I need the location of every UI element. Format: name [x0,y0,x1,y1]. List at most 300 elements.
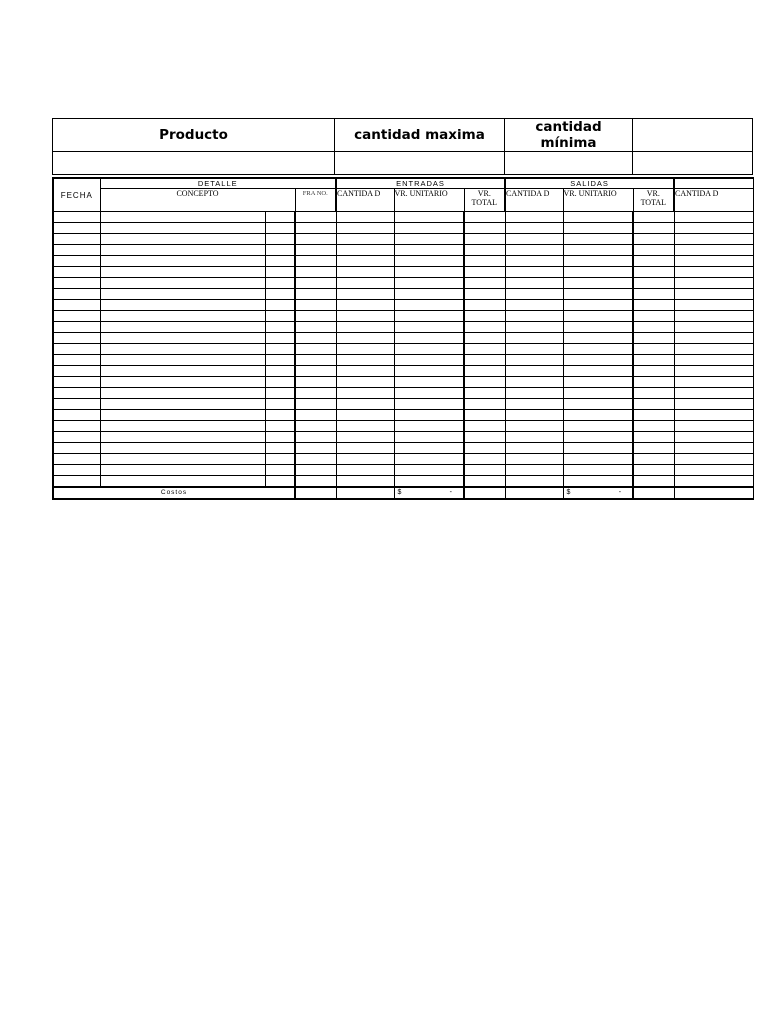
table-cell[interactable] [336,300,394,311]
cantidad-maxima-value-cell[interactable] [335,152,505,175]
table-cell[interactable] [633,465,674,476]
table-cell[interactable] [674,377,753,388]
table-cell[interactable] [505,476,563,488]
salidas-header: SALIDAS [505,178,674,189]
table-cell[interactable] [100,399,265,410]
table-cell[interactable] [265,432,295,443]
table-cell[interactable] [464,322,505,333]
table-cell[interactable] [336,454,394,465]
table-cell[interactable] [464,234,505,245]
table-cell[interactable] [633,399,674,410]
table-cell[interactable] [464,410,505,421]
table-cell[interactable] [464,355,505,366]
table-cell[interactable] [394,267,464,278]
table-cell[interactable] [505,300,563,311]
table-cell[interactable] [633,432,674,443]
table-cell[interactable] [265,223,295,234]
table-cell[interactable] [394,366,464,377]
table-cell[interactable] [505,333,563,344]
table-cell[interactable] [633,388,674,399]
table-cell[interactable] [674,300,753,311]
table-cell[interactable] [53,476,100,488]
table-cell[interactable] [563,410,633,421]
table-cell[interactable] [563,454,633,465]
table-cell[interactable] [394,454,464,465]
table-cell[interactable] [53,322,100,333]
table-cell[interactable] [295,311,336,322]
table-cell[interactable] [53,234,100,245]
table-row [53,366,753,377]
table-cell[interactable] [563,234,633,245]
table-cell[interactable] [265,344,295,355]
table-cell[interactable] [295,399,336,410]
table-cell[interactable] [464,311,505,322]
table-cell[interactable] [100,300,265,311]
table-cell[interactable] [100,421,265,432]
table-cell[interactable] [100,267,265,278]
table-cell[interactable] [563,212,633,223]
table-cell[interactable] [674,311,753,322]
table-cell[interactable] [633,366,674,377]
table-cell[interactable] [633,223,674,234]
table-cell[interactable] [633,322,674,333]
table-cell[interactable] [464,300,505,311]
table-cell[interactable] [394,465,464,476]
table-cell[interactable] [505,256,563,267]
table-row [53,278,753,289]
table-cell[interactable] [336,410,394,421]
table-cell[interactable] [336,388,394,399]
table-cell[interactable] [265,476,295,488]
table-cell[interactable] [633,344,674,355]
table-cell[interactable] [394,234,464,245]
table-cell[interactable] [265,245,295,256]
table-cell[interactable] [265,454,295,465]
table-cell[interactable] [336,212,394,223]
table-cell[interactable] [633,377,674,388]
table-cell[interactable] [464,289,505,300]
table-cell[interactable] [674,410,753,421]
table-cell[interactable] [53,212,100,223]
table-cell[interactable] [563,465,633,476]
table-cell[interactable] [394,432,464,443]
table-cell[interactable] [464,399,505,410]
table-cell[interactable] [100,388,265,399]
table-cell[interactable] [674,366,753,377]
cantidad-maxima-label: cantidad maxima [335,119,505,152]
table-cell[interactable] [464,278,505,289]
table-cell[interactable] [505,322,563,333]
table-cell[interactable] [100,344,265,355]
table-cell[interactable] [563,278,633,289]
table-cell[interactable] [53,245,100,256]
table-cell[interactable] [633,443,674,454]
table-cell[interactable] [394,278,464,289]
table-cell[interactable] [336,223,394,234]
table-cell[interactable] [633,355,674,366]
table-cell[interactable] [633,256,674,267]
table-cell[interactable] [464,377,505,388]
table-row [53,355,753,366]
table-cell[interactable] [674,443,753,454]
table-cell[interactable] [53,344,100,355]
table-cell[interactable] [100,366,265,377]
table-cell[interactable] [505,267,563,278]
table-cell[interactable] [295,256,336,267]
header-extra-cell[interactable] [633,119,753,152]
table-cell[interactable] [265,465,295,476]
table-cell[interactable] [53,432,100,443]
table-cell[interactable] [100,465,265,476]
table-cell[interactable] [633,410,674,421]
table-cell[interactable] [295,267,336,278]
table-cell[interactable] [265,333,295,344]
table-cell[interactable] [464,333,505,344]
table-cell[interactable] [100,245,265,256]
table-cell[interactable] [100,476,265,488]
table-cell[interactable] [265,278,295,289]
table-cell[interactable] [394,223,464,234]
table-cell[interactable] [505,355,563,366]
table-cell[interactable] [295,212,336,223]
table-cell[interactable] [265,355,295,366]
entradas-vr-unitario-header: VR. UNITARIO [394,189,464,212]
table-cell[interactable] [394,344,464,355]
table-cell[interactable] [100,234,265,245]
table-cell[interactable] [563,476,633,488]
entradas-cantidad-total[interactable] [295,487,336,499]
salidas-vr-total-total[interactable] [563,487,633,499]
entradas-vr-total-total[interactable] [394,487,464,499]
table-cell[interactable] [265,388,295,399]
table-cell[interactable] [336,344,394,355]
costos-row [53,487,753,499]
table-cell[interactable] [265,234,295,245]
table-cell[interactable] [563,256,633,267]
table-cell[interactable] [633,289,674,300]
table-cell[interactable] [295,234,336,245]
table-cell[interactable] [100,443,265,454]
table-cell[interactable] [563,322,633,333]
table-cell[interactable] [394,421,464,432]
table-cell[interactable] [464,245,505,256]
table-cell[interactable] [464,212,505,223]
table-cell[interactable] [295,322,336,333]
table-cell[interactable] [53,289,100,300]
table-cell[interactable] [505,443,563,454]
table-cell[interactable] [633,454,674,465]
table-cell[interactable] [464,388,505,399]
table-cell[interactable] [394,245,464,256]
table-cell[interactable] [505,388,563,399]
table-cell[interactable] [336,267,394,278]
table-cell[interactable] [633,300,674,311]
table-cell[interactable] [464,256,505,267]
table-cell[interactable] [464,366,505,377]
table-cell[interactable] [265,300,295,311]
producto-value-cell[interactable] [53,152,335,175]
table-cell[interactable] [265,212,295,223]
table-cell[interactable] [563,344,633,355]
table-cell[interactable] [674,223,753,234]
table-cell[interactable] [505,454,563,465]
table-cell[interactable] [674,245,753,256]
table-cell[interactable] [563,311,633,322]
table-cell[interactable] [394,410,464,421]
table-cell[interactable] [295,289,336,300]
table-cell[interactable] [505,399,563,410]
table-cell[interactable] [563,289,633,300]
table-cell[interactable] [53,388,100,399]
table-cell[interactable] [265,399,295,410]
table-cell[interactable] [505,366,563,377]
table-cell[interactable] [100,454,265,465]
table-cell[interactable] [265,366,295,377]
table-cell[interactable] [336,289,394,300]
table-cell[interactable] [336,377,394,388]
table-cell[interactable] [674,465,753,476]
cantidad-minima-value-cell[interactable] [505,152,633,175]
table-cell[interactable] [505,289,563,300]
table-cell[interactable] [265,267,295,278]
table-cell[interactable] [394,311,464,322]
table-cell[interactable] [394,333,464,344]
table-cell[interactable] [295,366,336,377]
table-cell[interactable] [505,410,563,421]
table-cell[interactable] [295,410,336,421]
table-cell[interactable] [53,454,100,465]
table-cell[interactable] [394,377,464,388]
table-cell[interactable] [394,289,464,300]
table-cell[interactable] [100,410,265,421]
table-cell[interactable] [464,344,505,355]
fecha-header: FECHA [53,178,100,212]
table-cell[interactable] [100,377,265,388]
table-cell[interactable] [505,223,563,234]
table-cell[interactable] [505,212,563,223]
table-cell[interactable] [394,388,464,399]
table-cell[interactable] [563,223,633,234]
table-cell[interactable] [336,322,394,333]
table-cell[interactable] [394,256,464,267]
table-cell[interactable] [674,344,753,355]
table-cell[interactable] [336,432,394,443]
table-cell[interactable] [295,223,336,234]
table-cell[interactable] [633,311,674,322]
table-cell[interactable] [100,278,265,289]
table-cell[interactable] [505,377,563,388]
table-cell[interactable] [674,256,753,267]
table-cell[interactable] [505,344,563,355]
table-cell[interactable] [265,443,295,454]
table-cell[interactable] [674,432,753,443]
table-cell[interactable] [336,245,394,256]
table-cell[interactable] [394,212,464,223]
table-cell[interactable] [563,267,633,278]
table-cell[interactable] [394,300,464,311]
table-cell[interactable] [563,355,633,366]
table-cell[interactable] [394,443,464,454]
entradas-vr-unitario-total[interactable] [336,487,394,499]
table-cell[interactable] [100,223,265,234]
saldos-cantidad-total[interactable] [633,487,674,499]
table-cell[interactable] [394,355,464,366]
table-cell[interactable] [563,333,633,344]
table-cell[interactable] [674,476,753,488]
table-cell[interactable] [295,454,336,465]
table-cell[interactable] [53,256,100,267]
table-row [53,300,753,311]
table-cell[interactable] [464,421,505,432]
table-cell[interactable] [394,399,464,410]
table-cell[interactable] [100,311,265,322]
table-cell[interactable] [394,476,464,488]
table-cell[interactable] [633,333,674,344]
table-cell[interactable] [505,465,563,476]
table-cell[interactable] [464,223,505,234]
table-cell[interactable] [295,333,336,344]
table-cell[interactable] [674,322,753,333]
table-cell[interactable] [633,245,674,256]
table-cell[interactable] [100,322,265,333]
extra-value-cell[interactable] [633,152,753,175]
table-cell[interactable] [563,377,633,388]
table-cell[interactable] [394,322,464,333]
table-cell[interactable] [674,399,753,410]
table-cell[interactable] [265,256,295,267]
table-cell[interactable] [265,322,295,333]
table-cell[interactable] [633,278,674,289]
table-cell[interactable] [505,421,563,432]
table-cell[interactable] [633,212,674,223]
table-cell[interactable] [674,388,753,399]
table-cell[interactable] [295,421,336,432]
table-cell[interactable] [674,267,753,278]
table-cell[interactable] [295,476,336,488]
table-cell[interactable] [295,377,336,388]
table-cell[interactable] [336,443,394,454]
saldos-extra-total[interactable] [674,487,753,499]
table-cell[interactable] [295,355,336,366]
table-cell[interactable] [100,355,265,366]
table-cell[interactable] [464,443,505,454]
table-cell[interactable] [53,223,100,234]
table-cell[interactable] [265,410,295,421]
table-cell[interactable] [265,421,295,432]
table-cell[interactable] [336,465,394,476]
table-cell[interactable] [563,245,633,256]
table-cell[interactable] [563,443,633,454]
table-cell[interactable] [265,311,295,322]
table-cell[interactable] [336,421,394,432]
table-cell[interactable] [53,300,100,311]
table-row [53,212,753,223]
table-cell[interactable] [464,432,505,443]
table-cell[interactable] [674,278,753,289]
table-cell[interactable] [464,454,505,465]
table-cell[interactable] [674,234,753,245]
table-cell[interactable] [100,333,265,344]
table-cell[interactable] [505,432,563,443]
table-cell[interactable] [100,432,265,443]
table-cell[interactable] [563,300,633,311]
table-cell[interactable] [53,267,100,278]
table-cell[interactable] [53,465,100,476]
table-cell[interactable] [53,333,100,344]
table-cell[interactable] [53,399,100,410]
table-cell[interactable] [53,443,100,454]
table-row [53,256,753,267]
table-cell[interactable] [336,399,394,410]
table-cell[interactable] [295,344,336,355]
table-cell[interactable] [464,267,505,278]
table-cell[interactable] [295,465,336,476]
table-cell[interactable] [563,432,633,443]
table-cell[interactable] [265,289,295,300]
table-cell[interactable] [336,366,394,377]
table-cell[interactable] [633,267,674,278]
table-cell[interactable] [336,355,394,366]
table-cell[interactable] [100,212,265,223]
table-cell[interactable] [674,289,753,300]
table-cell[interactable] [505,245,563,256]
table-cell[interactable] [295,300,336,311]
salidas-cantidad-total[interactable] [464,487,505,499]
table-cell[interactable] [100,256,265,267]
table-cell[interactable] [674,454,753,465]
table-cell[interactable] [336,256,394,267]
table-cell[interactable] [563,421,633,432]
table-cell[interactable] [53,278,100,289]
table-cell[interactable] [633,234,674,245]
table-cell[interactable] [464,465,505,476]
table-cell[interactable] [563,399,633,410]
table-cell[interactable] [53,311,100,322]
table-cell[interactable] [505,311,563,322]
table-cell[interactable] [336,311,394,322]
table-cell[interactable] [53,410,100,421]
table-cell[interactable] [563,388,633,399]
table-cell[interactable] [295,388,336,399]
table-cell[interactable] [674,355,753,366]
table-cell[interactable] [674,333,753,344]
table-cell[interactable] [53,355,100,366]
salidas-vr-unitario-total[interactable] [505,487,563,499]
table-cell[interactable] [100,289,265,300]
table-cell[interactable] [336,333,394,344]
table-cell[interactable] [505,234,563,245]
table-cell[interactable] [53,377,100,388]
table-row [53,443,753,454]
table-cell[interactable] [633,421,674,432]
table-cell[interactable] [336,234,394,245]
table-cell[interactable] [674,212,753,223]
table-cell[interactable] [633,476,674,488]
table-cell[interactable] [53,421,100,432]
table-cell[interactable] [674,421,753,432]
table-cell[interactable] [295,278,336,289]
table-cell[interactable] [505,278,563,289]
table-cell[interactable] [464,476,505,488]
table-cell[interactable] [265,377,295,388]
table-cell[interactable] [53,366,100,377]
table-cell[interactable] [336,278,394,289]
table-cell[interactable] [295,432,336,443]
table-cell[interactable] [563,366,633,377]
table-cell[interactable] [336,476,394,488]
table-cell[interactable] [295,443,336,454]
table-cell[interactable] [295,245,336,256]
